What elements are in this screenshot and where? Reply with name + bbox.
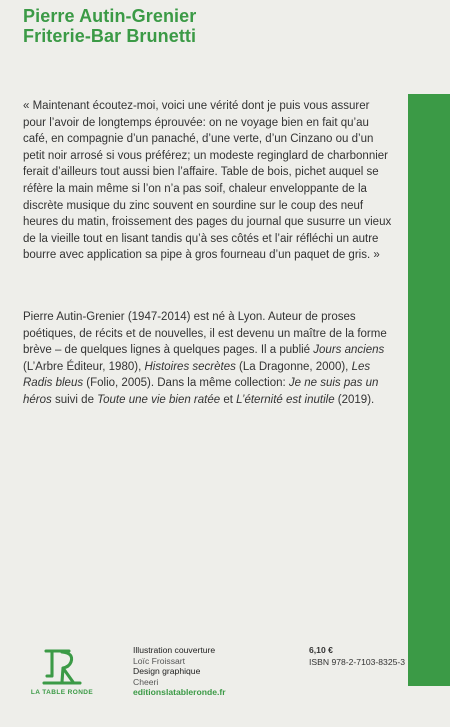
price-isbn-block [309, 645, 434, 667]
book-title-toute-une-vie-bien-ratee: Toute une vie bien ratée [97, 393, 221, 406]
bio-text: Pierre Autin-Grenier (1947-2014) est né à Lyon. Auteur de proses poétiques, de récits et de nouvelles, il est devenu un maître de la forme brève – de quelques lignes à quelques pages. Il a publié [23, 311, 387, 357]
book-price: 6,10 € [309, 645, 333, 655]
book-title-jours-anciens: Jours anciens [313, 344, 385, 357]
green-accent-bar [408, 94, 450, 686]
bio-text: et [220, 393, 237, 406]
designer-name: Cheeri [133, 676, 159, 687]
bio-text: (La Dragonne, 2000), [235, 360, 352, 373]
book-title-block [23, 6, 403, 46]
author-name: Pierre Autin-Grenier [23, 6, 197, 26]
book-title: Friterie-Bar Brunetti [23, 26, 197, 46]
author-biography [23, 309, 394, 409]
publisher-logo-icon [38, 646, 86, 686]
book-title-je-ne-suis-pas-un-heros: Je ne suis pas un héros [23, 377, 379, 406]
book-title-l-eternite-est-inutile: L’éternité est inutile [236, 393, 335, 406]
book-credits [133, 645, 283, 698]
bio-text: suivi de [51, 393, 98, 406]
publisher-website-link[interactable]: editionslatableronde.fr [133, 687, 226, 698]
illustration-credit-label: Illustration couverture [133, 645, 216, 655]
publisher-block [23, 646, 101, 697]
design-credit-label: Design graphique [133, 666, 201, 677]
bio-text: (2019). [334, 393, 375, 406]
book-title-histoires-secretes: Histoires secrètes [144, 360, 236, 373]
bio-text: (L’Arbre Éditeur, 1980), [23, 360, 145, 373]
book-excerpt: « Maintenant écoutez-moi, voici une vérité dont je puis vous assurer pour l’avoir de longtemps éprouvée: on ne voyage bien en fait qu’au café, en compagnie d’un panaché, d’une verte, d’un Cinzano ou d’un petit noir arrosé si vous préférez; un modeste reginglard de charbonnier ferait d’ailleurs tout aussi bien l’affaire. Table de bois, pichet auquel se réfère la main même si l’on n’a pas soif, chaleur enveloppante de la discrète musique du zinc souvent en sourdine sur le coup des neuf heures du matin, froissement des pages du journal que susurre un vieux de la vieille tout en lisant tandis qu’à ses côtés et l’air réfléchi un autre bourre avec application sa pipe à gros fourneau d’un paquet de gris. » [23, 100, 392, 262]
book-title-les-radis-bleus: Les Radis bleus [23, 360, 371, 390]
illustrator-name: Loïc Froissart [133, 655, 186, 666]
isbn-number: ISBN 978-2-7103-8325-3 [309, 656, 406, 667]
bio-text: (Folio, 2005). Dans la même collection: [83, 377, 289, 390]
publisher-name: LA TABLE RONDE [30, 689, 94, 696]
